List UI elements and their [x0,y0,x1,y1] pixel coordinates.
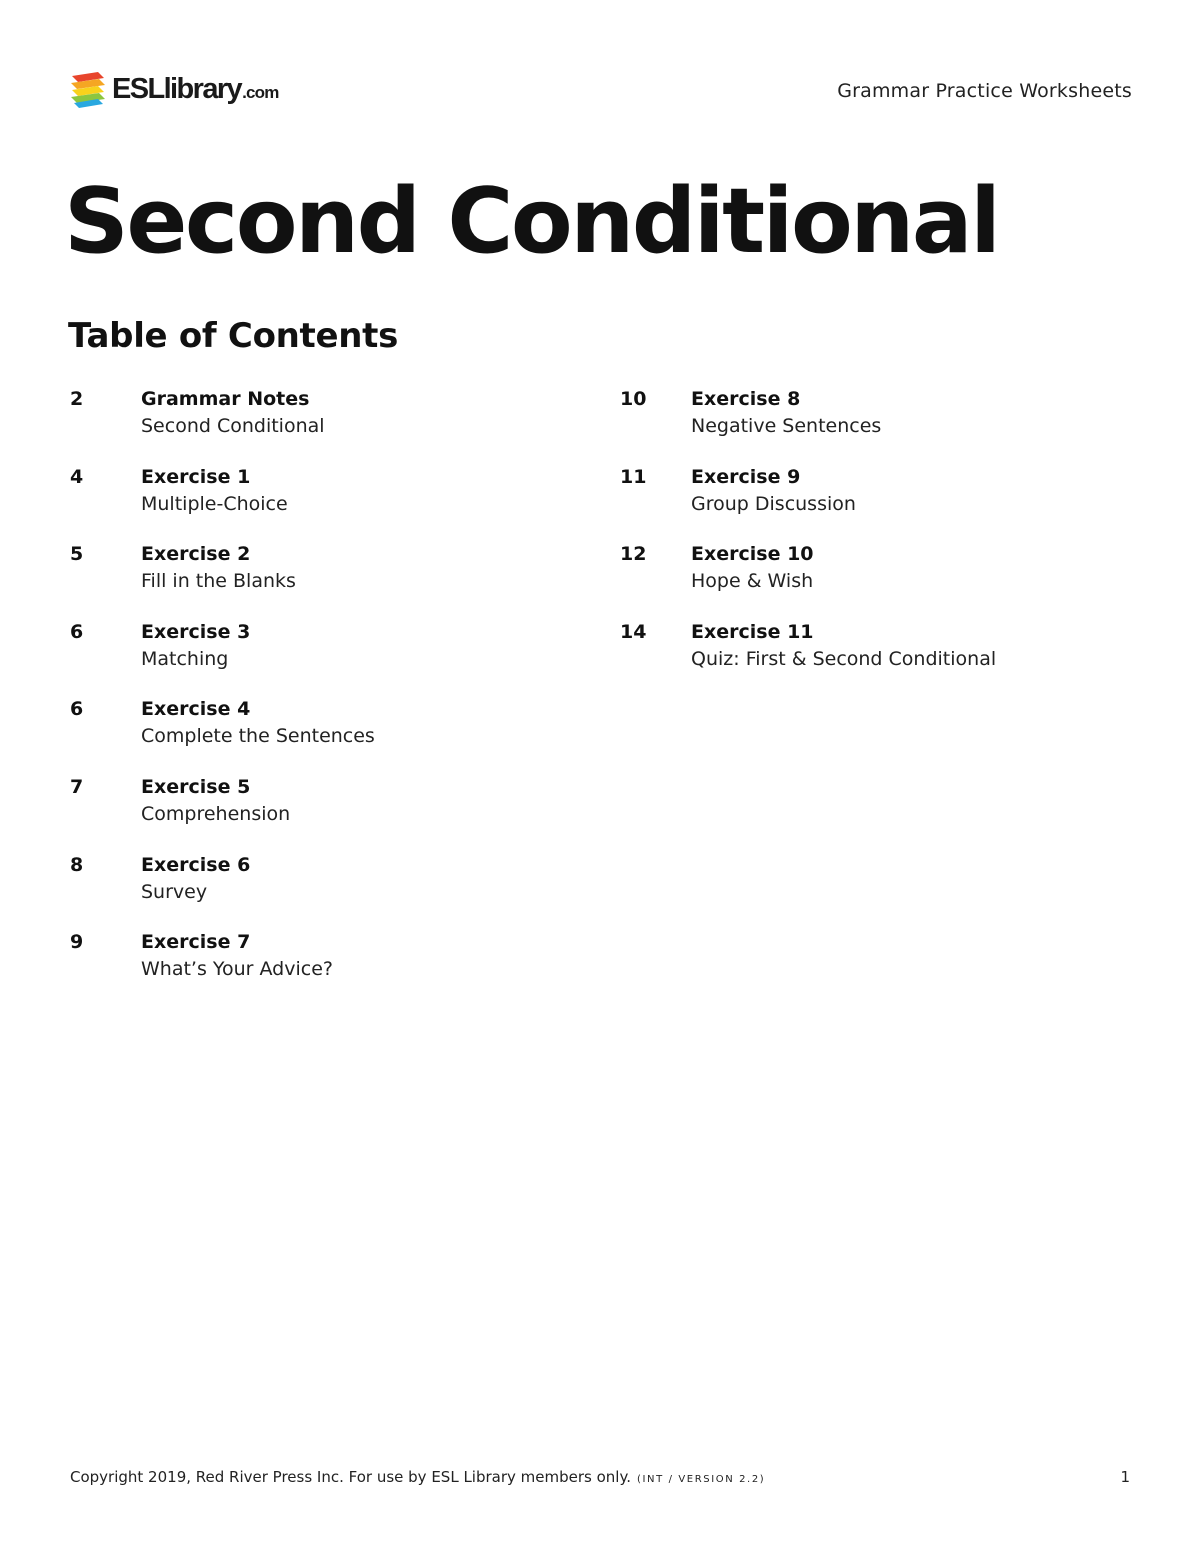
toc-entry-title: Exercise 6 [141,853,251,876]
toc-entry-subtitle: Quiz: First & Second Conditional [691,647,997,670]
toc-entry-subtitle: Matching [141,647,229,670]
page-number: 1 [1120,1468,1130,1486]
document-title: Second Conditional [64,169,999,274]
copyright-text: Copyright 2019, Red River Press Inc. For use by ESL Library members only. [70,1468,631,1486]
page-footer [70,1466,1130,1492]
toc-entry-subtitle: What’s Your Advice? [141,958,333,981]
toc-page-number: 14 [620,620,647,643]
toc-entry-title: Exercise 5 [141,775,251,798]
toc-page-number: 4 [70,465,84,488]
toc-page-number: 8 [70,853,84,876]
toc-entry-subtitle: Comprehension [141,802,291,825]
toc-entry-subtitle: Survey [141,880,208,903]
toc-page-number: 6 [70,620,84,643]
toc-page-number: 9 [70,931,84,954]
series-title: Grammar Practice Worksheets [837,80,1132,102]
logo-suffix: .com [242,83,279,102]
toc-page-number: 2 [70,388,84,410]
toc-entry-subtitle: Second Conditional [141,415,325,437]
toc-entry-subtitle: Hope & Wish [691,570,814,593]
toc-page-number: 10 [620,388,647,410]
version-label: (INT / VERSION 2.2) [636,1474,766,1485]
toc-entry-title: Exercise 3 [141,620,251,643]
esl-library-logo [68,68,279,110]
toc-entry-title: Exercise 2 [141,543,251,566]
toc-page-number: 5 [70,543,84,566]
toc-entry-title: Exercise 1 [141,465,251,488]
toc-entry-subtitle: Multiple-Choice [141,492,288,515]
toc-page-number: 12 [620,543,647,566]
toc-entry-subtitle: Fill in the Blanks [141,570,296,593]
toc-page-number: 11 [620,465,647,488]
logo-wordmark: ESLlibrary [112,72,242,105]
toc-heading: Table of Contents [68,316,399,356]
toc-entry-title: Exercise 4 [141,698,251,721]
toc-entry-title: Exercise 7 [141,931,251,954]
toc-entry-subtitle: Negative Sentences [691,415,882,437]
toc-entry-title: Exercise 9 [691,465,801,488]
book-stack-icon [68,70,108,108]
toc-entry-subtitle: Complete the Sentences [141,725,375,748]
copyright-notice [70,1468,765,1486]
toc-entry-title: Exercise 8 [691,388,801,410]
toc-entry-title: Grammar Notes [141,388,310,410]
toc-page-number: 6 [70,698,84,721]
toc-entry-title: Exercise 10 [691,543,814,566]
toc-entry-subtitle: Group Discussion [691,492,856,515]
toc-entry-title: Exercise 11 [691,620,814,643]
toc-page-number: 7 [70,775,84,798]
page-header [68,66,1132,114]
